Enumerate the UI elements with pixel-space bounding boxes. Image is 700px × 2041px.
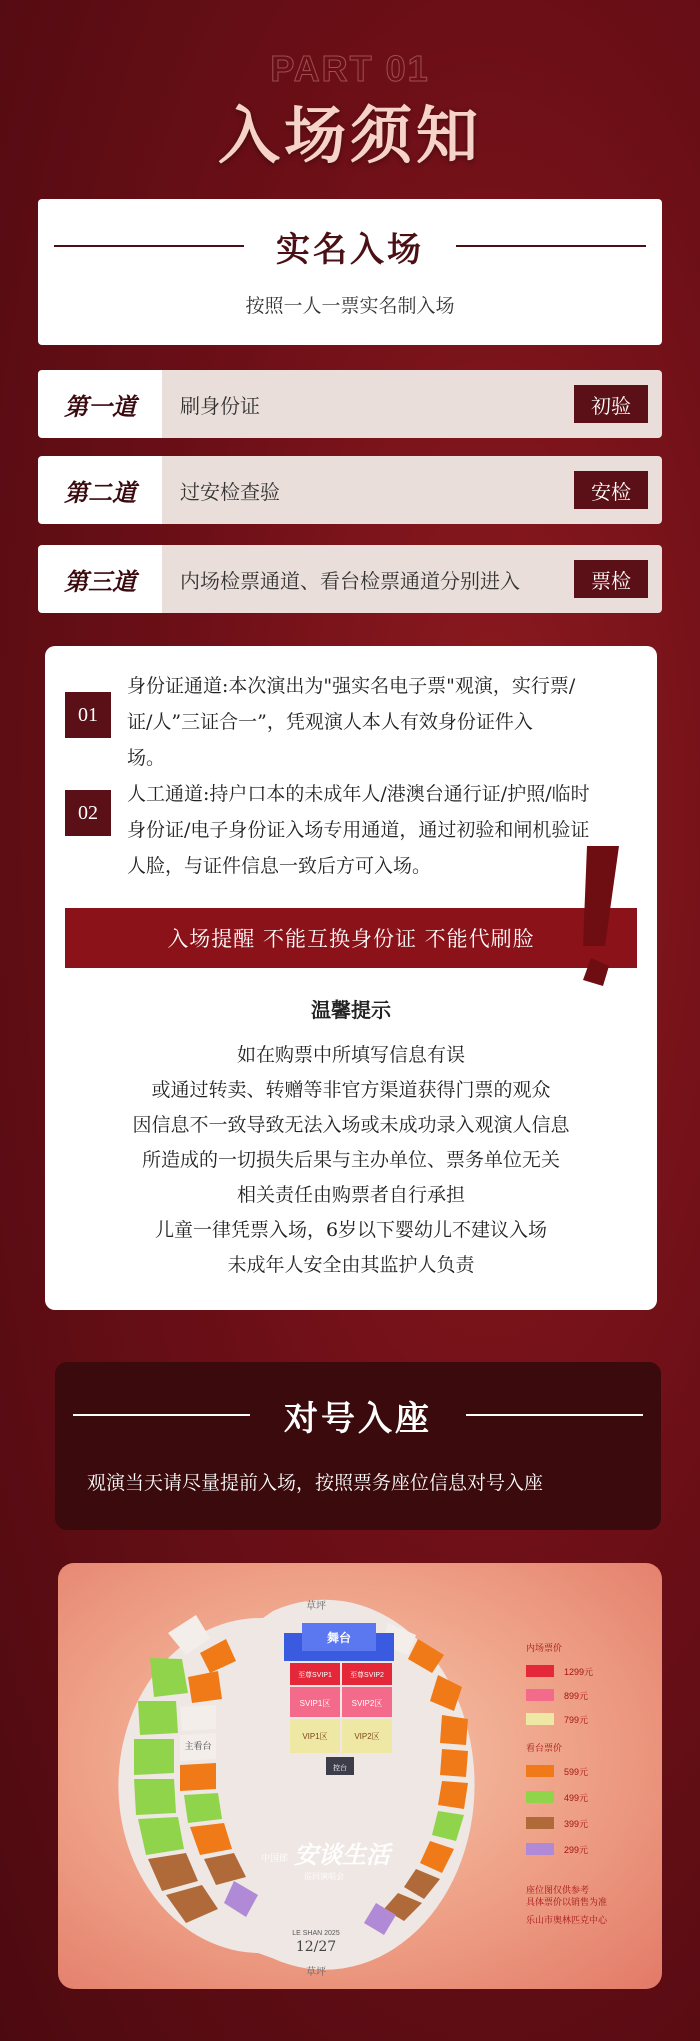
show-subtitle: 巡回演唱会 — [304, 1872, 344, 1881]
warm-tip-line: 所造成的一切损失后果与主办单位、票务单位无关 — [141, 1149, 560, 1171]
notice-line: 场。 — [127, 747, 166, 769]
seat-title: 对号入座 — [284, 1398, 432, 1439]
console-label: 控台 — [333, 1765, 347, 1772]
seat-map-svg — [58, 1563, 662, 1989]
seat-subtitle: 观演当天请尽量提前入场，按照票务座位信息对号入座 — [87, 1472, 544, 1494]
warm-tip-line: 或通过转卖、转赠等非官方渠道获得门票的观众 — [151, 1079, 551, 1101]
legend-price: 299元 — [564, 1845, 589, 1855]
legend-stand-swatch-299 — [526, 1843, 554, 1855]
realname-subtitle: 按照一人一票实名制入场 — [245, 295, 455, 317]
lane-label: 第二道 — [38, 456, 162, 524]
warm-tip-line: 因信息不一致导致无法入场或未成功录入观演人信息 — [132, 1114, 570, 1136]
lane-2 — [38, 456, 662, 524]
seat-card — [55, 1362, 661, 1530]
warm-tips-title: 温馨提示 — [311, 998, 391, 1022]
lane-tag: 初验 — [574, 385, 648, 423]
zone-svip-top-1-label: 至尊SVIP1 — [298, 1672, 332, 1679]
legend-price: 799元 — [564, 1715, 589, 1725]
show-prefix: 中国郎 — [261, 1853, 289, 1863]
warm-tip-line: 如在购票中所填写信息有误 — [236, 1044, 465, 1066]
page-title: 入场须知 — [217, 99, 482, 172]
notice-line: 人脸，与证件信息一致后方可入场。 — [127, 855, 432, 877]
zone-svip-top-2-label: 至尊SVIP2 — [350, 1672, 384, 1679]
notice-line: 身份证通道:本次演出为"强实名电子票"观演，实行票/ — [127, 675, 576, 697]
realname-title: 实名入场 — [276, 229, 424, 270]
lane-1 — [38, 370, 662, 438]
heading-line-right — [466, 1414, 643, 1416]
warm-tip-line: 儿童一律凭票入场，6岁以下婴幼儿不建议入场 — [154, 1219, 548, 1241]
heading-line-left — [54, 245, 244, 247]
warm-tip-line: 相关责任由购票者自行承担 — [236, 1184, 465, 1206]
lane-desc — [162, 545, 662, 613]
legend-stand-swatch-399 — [526, 1817, 554, 1829]
lane-label: 第三道 — [38, 545, 162, 613]
legend-floor-swatch-1299 — [526, 1665, 554, 1677]
notice-line: 证/人”三证合一”，凭观演人本人有效身份证件入 — [127, 711, 533, 733]
lane-tag: 票检 — [574, 560, 648, 598]
legend-price: 399元 — [564, 1819, 589, 1829]
realname-card — [38, 199, 662, 345]
seat-heading — [55, 1390, 661, 1440]
lane-tag: 安检 — [574, 471, 648, 509]
notice-line: 身份证/电子身份证入场专用通道，通过初验和闸机验证 — [127, 819, 590, 841]
heading-line-right — [456, 245, 646, 247]
notice-card — [45, 646, 657, 1310]
seat-map — [58, 1563, 662, 1989]
legend-note: 座位图仅供参考 — [526, 1885, 590, 1895]
lane-desc — [162, 370, 662, 438]
legend-note: 具体票价以销售为准 — [526, 1897, 608, 1907]
warm-tips-list — [45, 1038, 657, 1283]
legend-stand-swatch-499 — [526, 1791, 554, 1803]
zone-vip1-label: VIP1区 — [302, 1732, 328, 1741]
lane-desc — [162, 456, 662, 524]
stage-label: 舞台 — [326, 1631, 352, 1645]
lane-label: 第一道 — [38, 370, 162, 438]
warm-tip-line: 未成年人安全由其监护人负责 — [227, 1254, 475, 1276]
legend-floor-swatch-899 — [526, 1689, 554, 1701]
venue-label: 乐山市奥林匹克中心 — [526, 1915, 608, 1925]
lane-desc-text: 刷身份证 — [180, 393, 260, 418]
bottom-lawn-label: 草坪 — [306, 1967, 326, 1978]
legend-floor-swatch-799 — [526, 1713, 554, 1725]
main-stand-label: 主看台 — [184, 1741, 212, 1751]
show-title: 安谈生活 — [294, 1840, 390, 1869]
legend-price: 899元 — [564, 1691, 589, 1701]
legend-stand-swatch-599 — [526, 1765, 554, 1777]
city-label: LE SHAN 2025 — [292, 1930, 340, 1937]
notice-number: 02 — [65, 790, 111, 836]
lane-3 — [38, 545, 662, 613]
alert-bar: 入场提醒 不能互换身份证 不能代刷脸 — [65, 908, 637, 968]
lane-desc-text: 过安检查验 — [180, 479, 280, 504]
part-label: PART 01 — [270, 48, 430, 89]
notice-line: 人工通道:持户口本的未成年人/港澳台通行证/护照/临时 — [127, 783, 590, 805]
zone-vip2-label: VIP2区 — [354, 1732, 380, 1741]
legend-price: 599元 — [564, 1767, 589, 1777]
date-label: 12/27 — [295, 1939, 337, 1955]
legend-price: 499元 — [564, 1793, 589, 1803]
notice-number: 01 — [65, 692, 111, 738]
top-lawn-label: 草坪 — [306, 1601, 326, 1612]
heading-line-left — [73, 1414, 250, 1416]
legend-price: 1299元 — [564, 1667, 594, 1677]
exclamation-icon — [561, 846, 621, 996]
legend-floor-title: 内场票价 — [526, 1643, 563, 1653]
zone-svip2-label: SVIP2区 — [351, 1699, 383, 1708]
lane-desc-text: 内场检票通道、看台检票通道分别进入 — [180, 568, 520, 593]
zone-svip1-label: SVIP1区 — [299, 1699, 331, 1708]
notice-text — [127, 668, 637, 776]
legend-stand-title: 看台票价 — [526, 1743, 563, 1753]
realname-heading — [38, 221, 662, 271]
